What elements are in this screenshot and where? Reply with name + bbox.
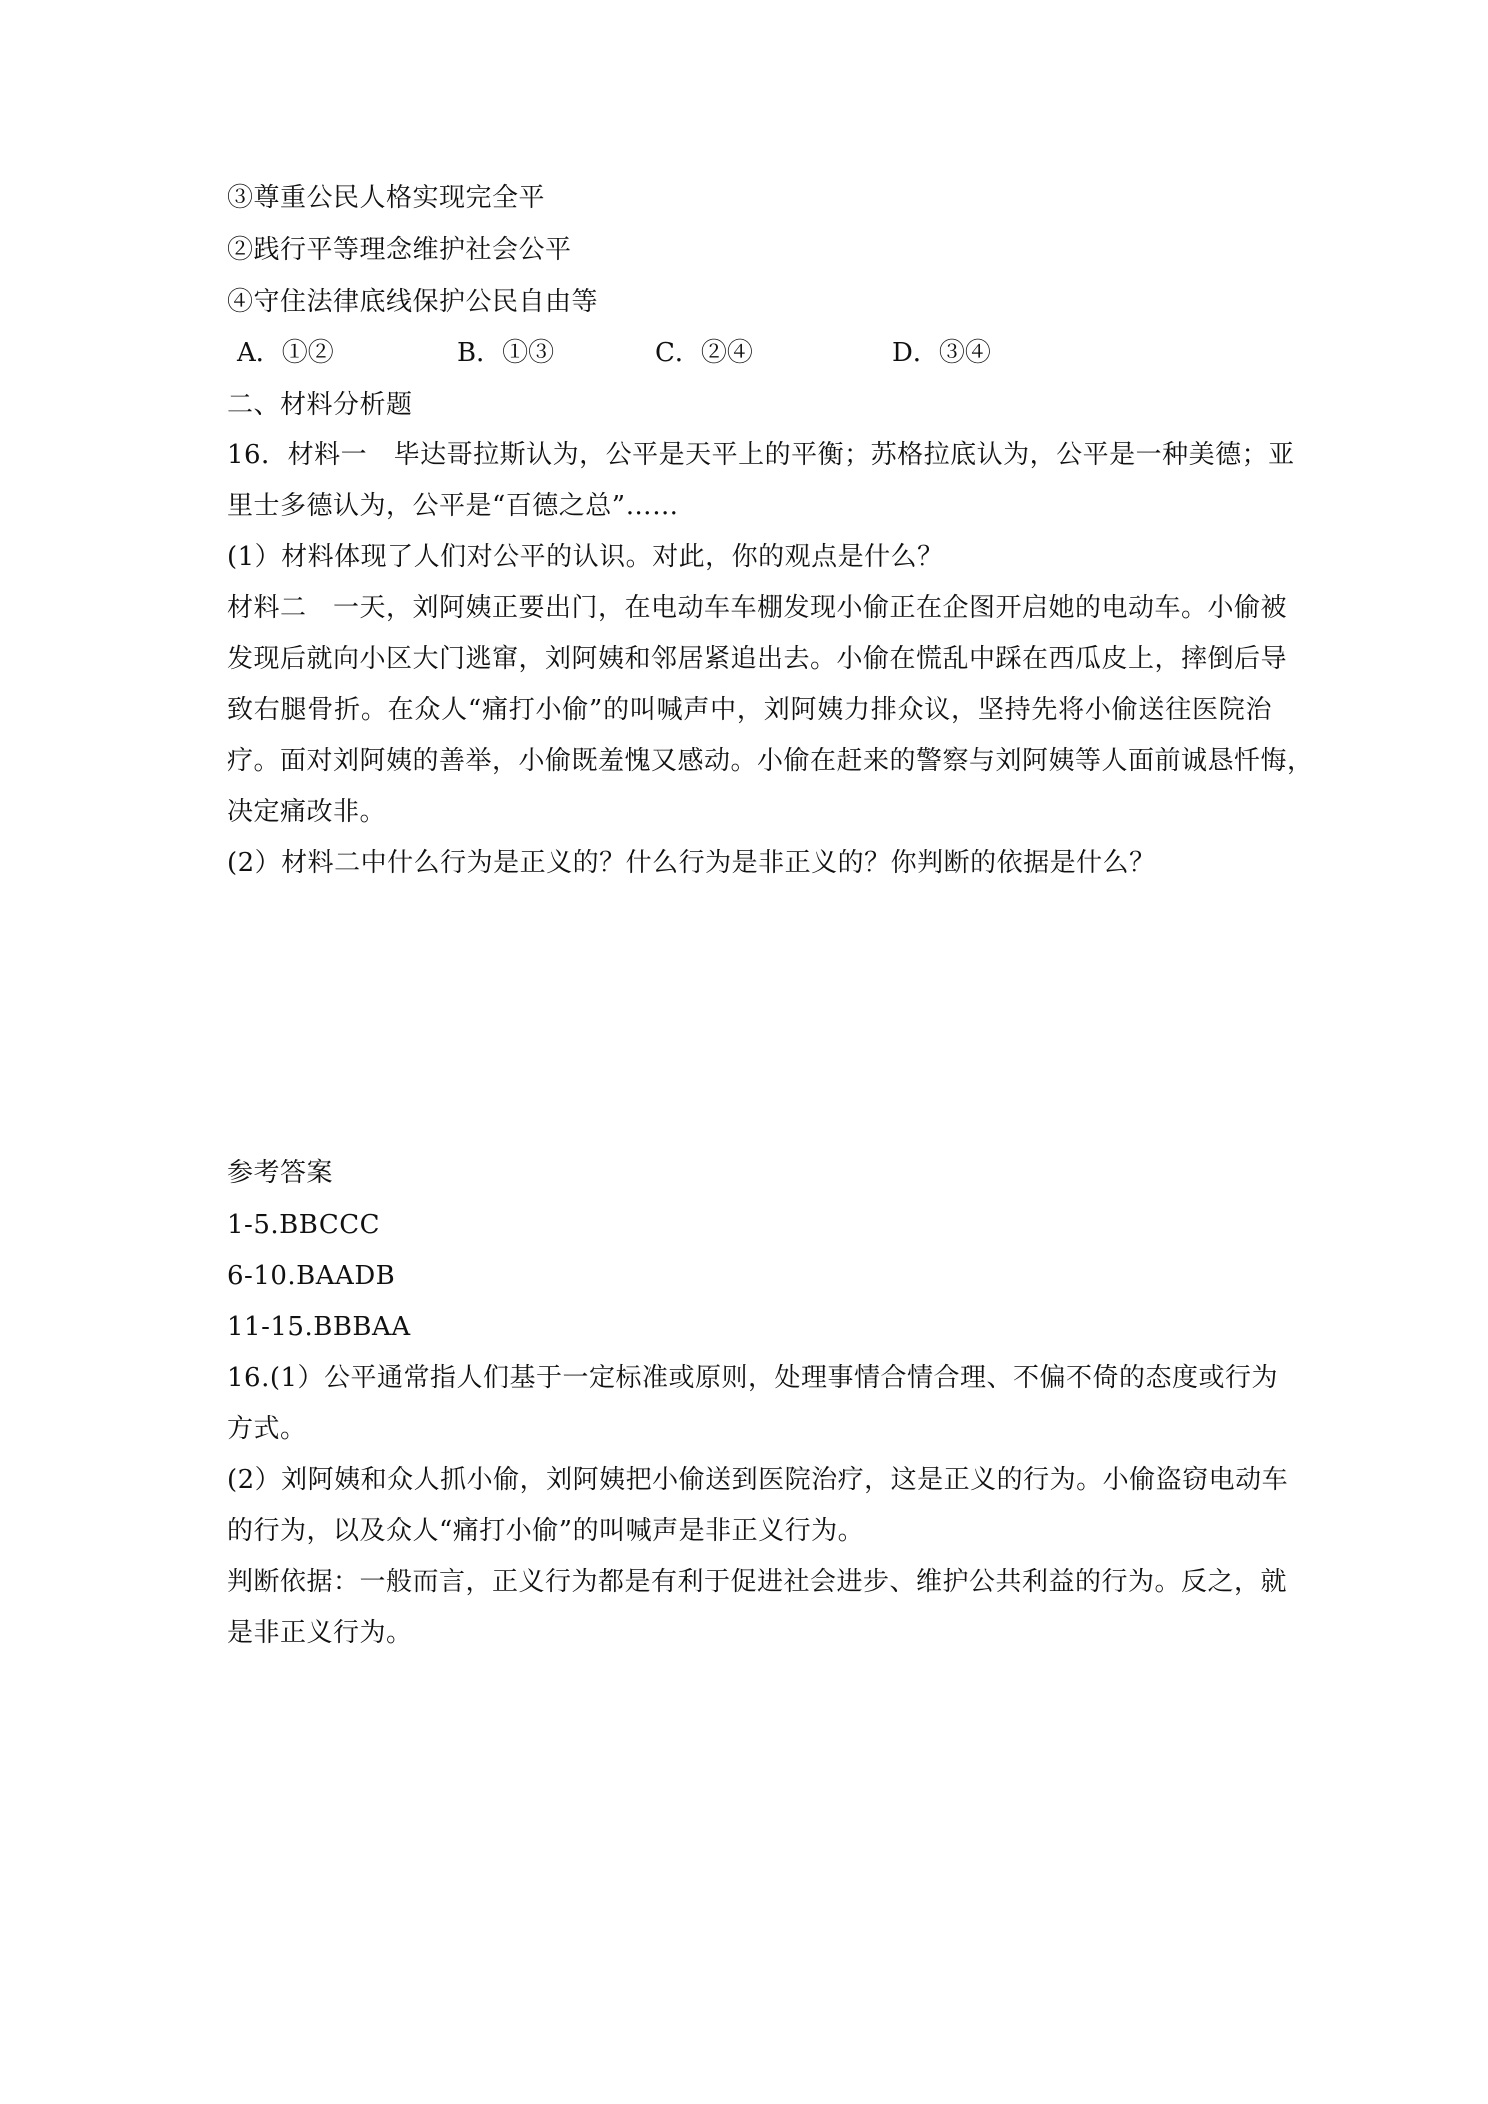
- answer-16-1-line-2: 方式。: [227, 1414, 307, 1444]
- choice-item-3: ③尊重公民人格实现完全平: [227, 183, 546, 213]
- answer-range: 11-15.BBBAA: [227, 1312, 411, 1342]
- answer-16-2-line-2: 的行为，以及众人“痛打小偷”的叫喊声是非正义行为。: [227, 1516, 865, 1546]
- material-2-line: 材料二 一天，刘阿姨正要出门，在电动车车棚发现小偷正在企图开启她的电动车。小偷被: [227, 593, 1288, 623]
- option-d: D．③④: [892, 338, 991, 368]
- material-2-line: 决定痛改非。: [227, 797, 387, 827]
- question-16-line-1: 16．材料一 毕达哥拉斯认为，公平是天平上的平衡；苏格拉底认为，公平是一种美德；亚: [227, 440, 1295, 470]
- question-16-line-2: 里士多德认为，公平是“百德之总”……: [227, 491, 679, 521]
- section-heading: 二、材料分析题: [227, 390, 413, 420]
- answer-range: 6-10.BAADB: [227, 1261, 396, 1291]
- judgment-basis-line-1: 判断依据：一般而言，正义行为都是有利于促进社会进步、维护公共利益的行为。反之，就: [227, 1567, 1288, 1597]
- option-c: C．②④: [655, 338, 753, 368]
- material-2-line: 致右腿骨折。在众人“痛打小偷”的叫喊声中，刘阿姨力排众议，坚持先将小偷送往医院治: [227, 695, 1272, 725]
- option-a: A．①②: [237, 338, 334, 368]
- material-2-line: 发现后就向小区大门逃窜，刘阿姨和邻居紧追出去。小偷在慌乱中踩在西瓜皮上，摔倒后导: [227, 644, 1288, 674]
- answer-16-1-line-1: 16.(1）公平通常指人们基于一定标准或原则，处理事情合情合理、不偏不倚的态度或行为: [227, 1363, 1279, 1393]
- choice-item-4: ④守住法律底线保护公民自由等: [227, 287, 599, 317]
- material-2-line: 疗。面对刘阿姨的善举，小偷既羞愧又感动。小偷在赶来的警察与刘阿姨等人面前诚恳忏悔，: [227, 746, 1314, 776]
- answer-16-2-line-1: (2）刘阿姨和众人抓小偷，刘阿姨把小偷送到医院治疗，这是正义的行为。小偷盗窃电动车: [227, 1465, 1289, 1495]
- answer-range: 1-5.BBCCC: [227, 1210, 381, 1240]
- question-16-sub-1: (1）材料体现了人们对公平的认识。对此，你的观点是什么？: [227, 542, 944, 572]
- option-b: B．①③: [457, 338, 555, 368]
- question-16-sub-2: (2）材料二中什么行为是正义的？什么行为是非正义的？你判断的依据是什么？: [227, 848, 1156, 878]
- choice-item-2: ②践行平等理念维护社会公平: [227, 235, 572, 265]
- answer-options: [227, 336, 1272, 370]
- answers-heading: 参考答案: [227, 1158, 334, 1188]
- judgment-basis-line-2: 是非正义行为。: [227, 1618, 413, 1648]
